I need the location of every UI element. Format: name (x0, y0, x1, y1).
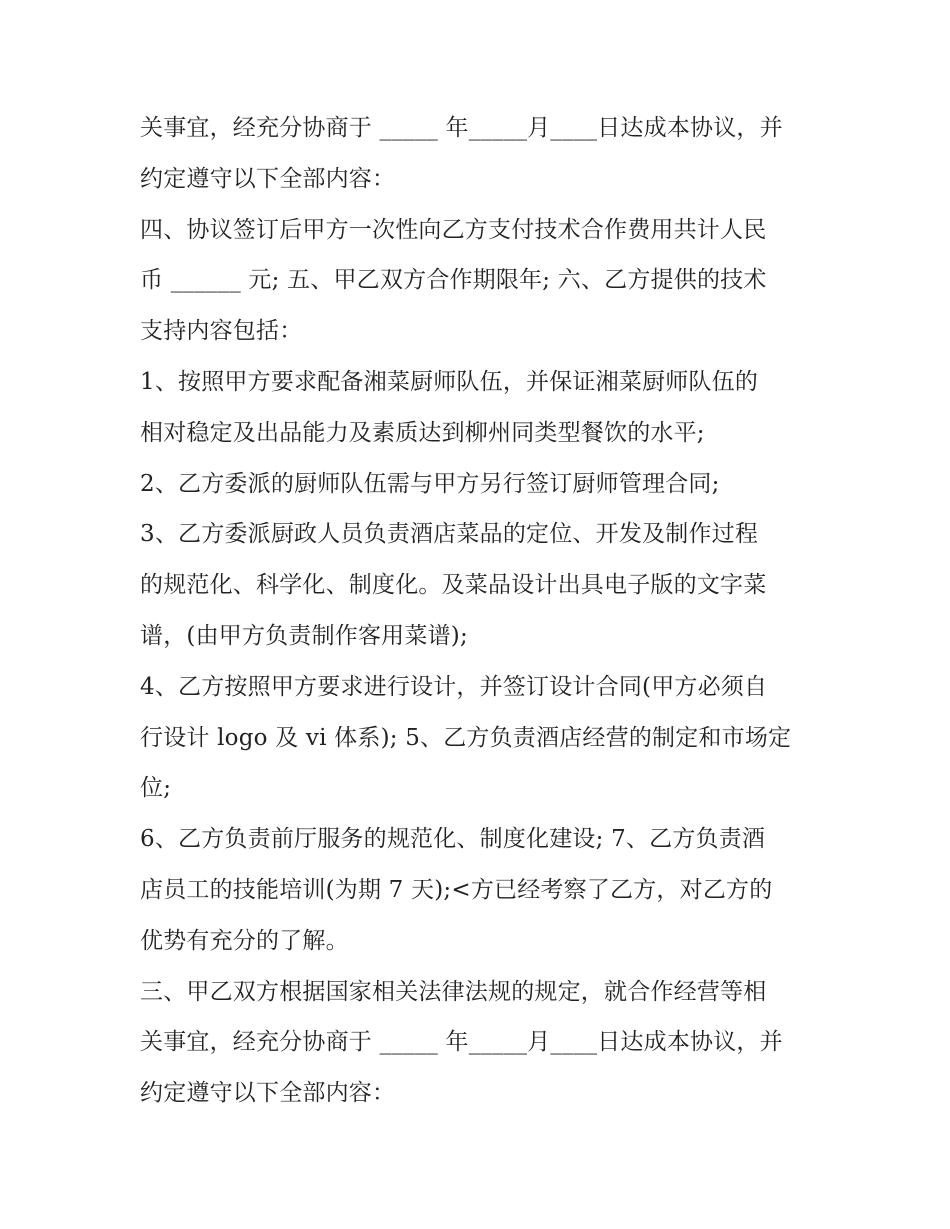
text-line-10: 的规范化、科学化、制度化。及菜品设计出具电子版的文字菜 (140, 572, 767, 599)
text-line-5: 支持内容包括： (140, 318, 303, 345)
text-line-3: 四、协议签订后甲方一次性向乙方支付技术合作费用共计人民 (140, 216, 767, 243)
text-line-18: 三、甲乙双方根据国家相关法律法规的规定，就合作经营等相 (140, 978, 767, 1005)
text-line-6: 1、按照甲方要求配备湘菜厨师队伍，并保证湘菜厨师队伍的 (140, 368, 759, 395)
text-line-7: 相对稳定及出品能力及素质达到柳州同类型餐饮的水平; (140, 419, 705, 446)
document-body (140, 103, 830, 1119)
text-line-4: 币 ______ 元; 五、甲乙双方合作期限年; 六、乙方提供的技术 (140, 267, 767, 294)
text-line-20: 约定遵守以下全部内容： (140, 1080, 396, 1107)
text-line-12: 4、乙方按照甲方要求进行设计，并签订设计合同(甲方必须自 (140, 673, 768, 700)
text-line-2: 约定遵守以下全部内容： (140, 165, 396, 192)
text-line-1: 关事宜，经充分协商于 _____ 年_____月____日达成本协议，并 (140, 115, 783, 141)
text-line-9: 3、乙方委派厨政人员负责酒店菜品的定位、开发及制作过程 (140, 521, 759, 548)
text-line-8: 2、乙方委派的厨师队伍需与甲方另行签订厨师管理合同; (140, 470, 720, 497)
text-line-16: 店员工的技能培训(为期 7 天);<方已经考察了乙方，对乙方的 (140, 876, 773, 903)
text-line-13: 行设计 logo 及 vi 体系); 5、乙方负责酒店经营的制定和市场定 (140, 724, 792, 751)
text-line-15: 6、乙方负责前厅服务的规范化、制度化建设; 7、乙方负责酒 (140, 826, 766, 853)
text-line-11: 谱，(由甲方负责制作客用菜谱); (140, 622, 468, 649)
text-line-19: 关事宜，经充分协商于 _____ 年_____月____日达成本协议，并 (140, 1029, 783, 1056)
text-line-14: 位; (140, 775, 172, 802)
text-line-17: 优势有充分的了解。 (140, 927, 349, 954)
